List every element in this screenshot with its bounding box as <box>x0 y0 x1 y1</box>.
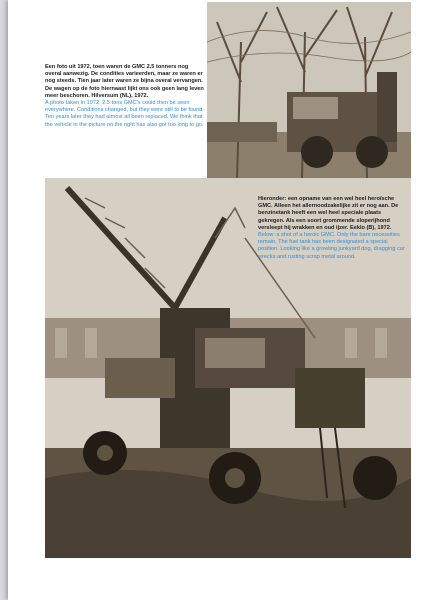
main-photo-caption <box>258 196 408 261</box>
top-photo-caption <box>45 64 205 129</box>
truck-under-trees-image <box>207 2 411 180</box>
dutch-caption-text: Hieronder: een opname van een wel heel heroïsche GMC. Alleen het allernoodzakelijke zit er nog aan. De benzinetank heeft een wel heel speciale plaats gekregen. Als een soort grommende sloperijhond versleept hij wrakken en oud ijzer. Eeklo (B), 1972. <box>258 196 399 231</box>
dutch-caption-text: Een foto uit 1972, toen waren de GMC 2,5 tonners nog overal aanwezig. De condities varieerden, maar ze waren er nog steeds. Tien jaar later waren ze bijna overal vervangen. De wagen op de foto hiernaast lijkt ons ook geen lang leven meer beschoren. Hilversum (NL), 1972. <box>45 64 204 99</box>
truck-under-trees-photo <box>207 2 411 180</box>
english-caption-text: Below: a shot of a heroic GMC. Only the bare necessities remain. The fuel tank has been designated a special position. Looking like a growling junkyard dog, dragging car wrecks and rusting scrap metal around. <box>258 232 405 260</box>
english-caption-text: A photo taken in 1972, 2.5 tons GMC's could then be seen everywhere. Conditions changed, but they were still to be found. Ten years later they had almost all been replaced. We think that the vehicle in the picture on the right has also got too long to go. <box>45 100 204 128</box>
book-page <box>8 0 445 600</box>
